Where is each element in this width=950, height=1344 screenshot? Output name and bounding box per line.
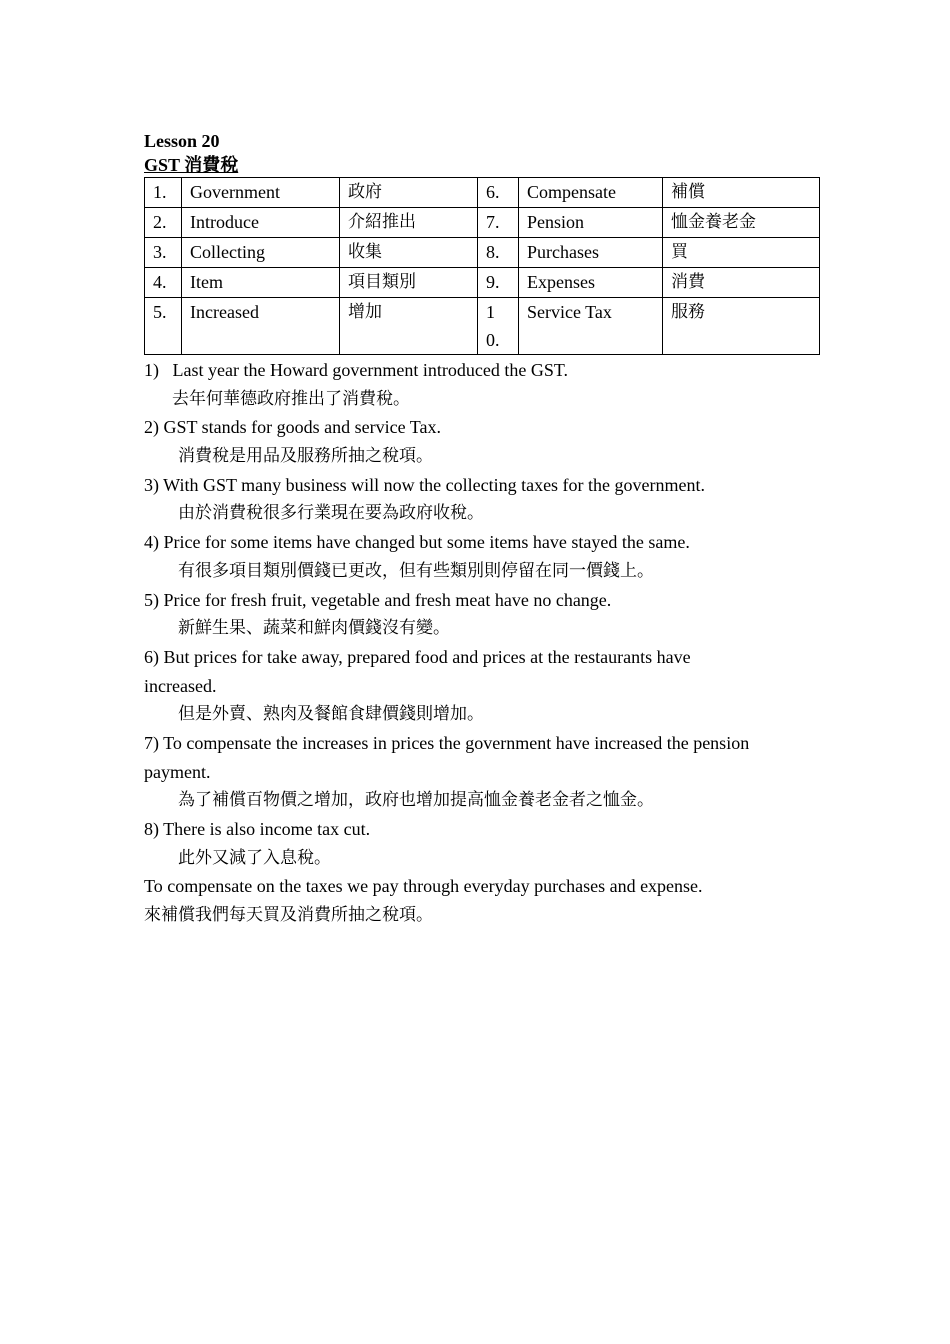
- vocab-english: Purchases: [519, 238, 663, 268]
- vocab-number: [478, 298, 519, 355]
- sentence-english-continued: increased.: [144, 675, 217, 696]
- vocab-row: [145, 268, 820, 298]
- vocab-english: Compensate: [519, 178, 663, 208]
- vocab-number: 2.: [145, 208, 182, 238]
- vocab-number: 5.: [145, 298, 182, 355]
- vocab-chinese: 補償: [663, 178, 820, 208]
- vocab-row: [145, 238, 820, 268]
- vocab-number: 8.: [478, 238, 519, 268]
- vocab-number: 4.: [145, 268, 182, 298]
- closing-english: To compensate on the taxes we pay through everyday purchases and expense.: [144, 876, 703, 897]
- vocab-row: [145, 208, 820, 238]
- sentence-english: 8) There is also income tax cut.: [144, 819, 371, 839]
- vocab-english: Collecting: [182, 238, 340, 268]
- sentence-chinese: 為了補償百物價之增加，政府也增加提高恤金養老金者之恤金。: [178, 790, 654, 811]
- sentence-english: 1) Last year the Howard government introduced the GST.: [144, 360, 569, 380]
- vocab-chinese: 消費: [663, 268, 820, 298]
- vocab-chinese: 項目類別: [340, 268, 478, 298]
- sentence-english: 5) Price for fresh fruit, vegetable and fresh meat have no change.: [144, 589, 612, 610]
- vocab-number: 6.: [478, 178, 519, 208]
- vocab-english: Increased: [182, 298, 340, 355]
- vocab-chinese: 恤金養老金: [663, 208, 820, 238]
- sentence-chinese: 新鮮生果、蔬菜和鮮肉價錢沒有變。: [178, 618, 450, 639]
- vocab-chinese: 買: [663, 238, 820, 268]
- sentence-item: [144, 729, 820, 815]
- sentence-chinese: 去年何華德政府推出了消費稅。: [172, 388, 410, 409]
- vocab-english: Item: [182, 268, 340, 298]
- sentence-english-continued: payment.: [144, 761, 211, 782]
- vocab-chinese: 介紹推出: [340, 208, 478, 238]
- sentence-chinese: 由於消費稅很多行業現在要為政府收稅。: [178, 503, 484, 524]
- closing-chinese: 來補償我們每天買及消費所抽之稅項。: [144, 905, 433, 926]
- vocab-chinese: 收集: [340, 238, 478, 268]
- sentence-item: [144, 586, 820, 643]
- vocab-chinese: 服務: [663, 298, 820, 355]
- sentence-chinese: 消費稅是用品及服務所抽之稅項。: [178, 446, 433, 467]
- lesson-title: Lesson 20: [144, 131, 220, 151]
- sentence-english: 3) With GST many business will now the collecting taxes for the government.: [144, 474, 706, 495]
- closing-paragraph: [144, 872, 820, 929]
- vocab-number: 7.: [478, 208, 519, 238]
- sentence-item: [144, 471, 820, 528]
- vocab-chinese: 政府: [340, 178, 478, 208]
- vocab-row: [145, 178, 820, 208]
- sentence-item: [144, 643, 820, 729]
- vocab-english: Expenses: [519, 268, 663, 298]
- topic-title: GST 消費稅: [144, 155, 239, 175]
- sentence-english: 4) Price for some items have changed but some items have stayed the same.: [144, 532, 690, 553]
- vocabulary-table: [144, 177, 820, 355]
- vocab-chinese: 增加: [340, 298, 478, 355]
- sentence-chinese: 但是外賣、熟肉及餐館食肆價錢則增加。: [178, 704, 484, 725]
- sentence-chinese: 此外又減了入息稅。: [178, 847, 331, 868]
- sentence-english: 7) To compensate the increases in prices the government have increased the pension: [144, 732, 750, 753]
- vocab-english: Government: [182, 178, 340, 208]
- sentence-item: [144, 815, 820, 872]
- sentence-english: 2) GST stands for goods and service Tax.: [144, 417, 442, 438]
- vocab-number-text: 10.: [486, 302, 500, 350]
- vocab-row: [145, 298, 820, 355]
- sentence-chinese: 有很多項目類別價錢已更改，但有些類別則停留在同一價錢上。: [178, 560, 654, 581]
- vocab-number: 1.: [145, 178, 182, 208]
- sentence-english: 6) But prices for take away, prepared food and prices at the restaurants have: [144, 646, 691, 667]
- sentence-item: [144, 528, 820, 585]
- sentence-list: [144, 356, 820, 930]
- sentence-item: [144, 413, 820, 470]
- vocab-number: 9.: [478, 268, 519, 298]
- vocab-number: 3.: [145, 238, 182, 268]
- document-page: [144, 129, 820, 930]
- vocab-english: Pension: [519, 208, 663, 238]
- vocab-english: Introduce: [182, 208, 340, 238]
- sentence-item: [144, 356, 820, 413]
- vocab-english: Service Tax: [519, 298, 663, 355]
